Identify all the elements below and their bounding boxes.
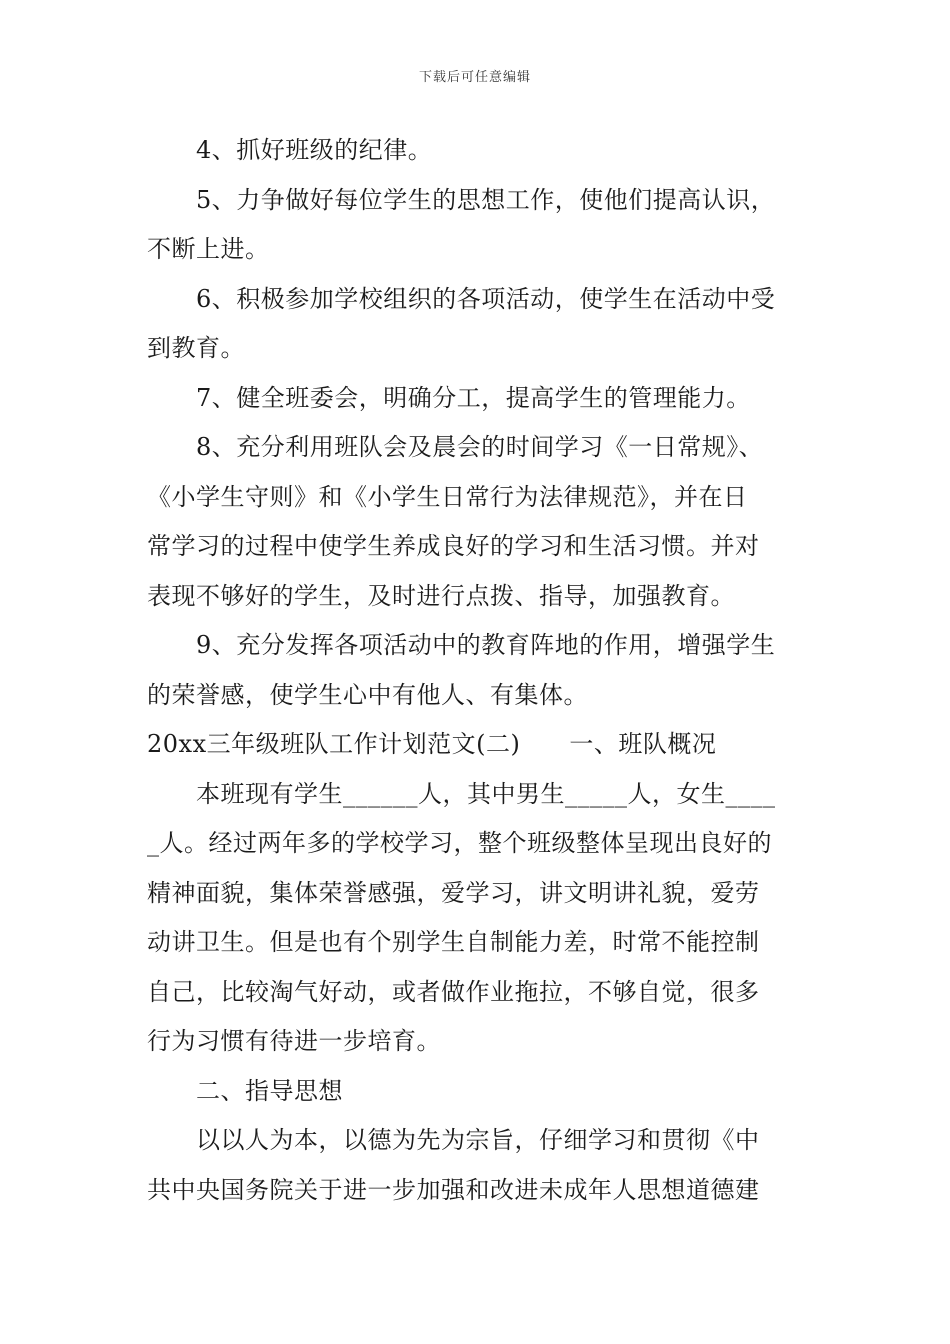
text-line: 精神面貌，集体荣誉感强，爱学习，讲文明讲礼貌，爱劳 <box>147 878 760 907</box>
text-line: 常学习的过程中使学生养成良好的学习和生活习惯。并对 <box>147 532 760 560</box>
text-line: 不断上进。 <box>147 235 270 263</box>
text-line: 《小学生守则》和《小学生日常行为法律规范》，并在日 <box>147 482 748 511</box>
text-line: 行为习惯有待进一步培育。 <box>147 1027 441 1055</box>
text-line: 自己，比较淘气好动，或者做作业拖拉，不够自觉，很多 <box>147 977 760 1006</box>
section-title: 20xx三年级班队工作计划范文(二) 一、班队概况 <box>147 730 717 758</box>
text-line: 8、充分利用班队会及晨会的时间学习《一日常规》、 <box>196 433 764 461</box>
text-line: _人。经过两年多的学校学习，整个班级整体呈现出良好的 <box>147 829 772 857</box>
text-line: 以以人为本，以德为先为宗旨，仔细学习和贯彻《中 <box>196 1126 760 1154</box>
text-line: 到教育。 <box>147 334 245 362</box>
text-line: 6、积极参加学校组织的各项活动，使学生在活动中受 <box>196 284 776 313</box>
text-line: 动讲卫生。但是也有个别学生自制能力差，时常不能控制 <box>147 928 760 956</box>
text-line: 4、抓好班级的纪律。 <box>196 136 433 164</box>
text-line: 9、充分发挥各项活动中的教育阵地的作用，增强学生 <box>196 631 776 659</box>
text-line: 7、健全班委会，明确分工，提高学生的管理能力。 <box>196 383 751 412</box>
document-body <box>147 126 812 1215</box>
text-line: 表现不够好的学生，及时进行点拨、指导，加强教育。 <box>147 581 735 610</box>
text-line: 共中央国务院关于进一步加强和改进未成年人思想道德建 <box>147 1175 760 1204</box>
text-line: 的荣誉感，使学生心中有他人、有集体。 <box>147 680 588 709</box>
download-editable-note: 下载后可任意编辑 <box>418 70 531 85</box>
text-line: 5、力争做好每位学生的思想工作，使他们提高认识， <box>196 185 776 214</box>
section-heading: 二、指导思想 <box>196 1076 343 1105</box>
text-line: 本班现有学生______人，其中男生_____人，女生____ <box>196 779 776 808</box>
